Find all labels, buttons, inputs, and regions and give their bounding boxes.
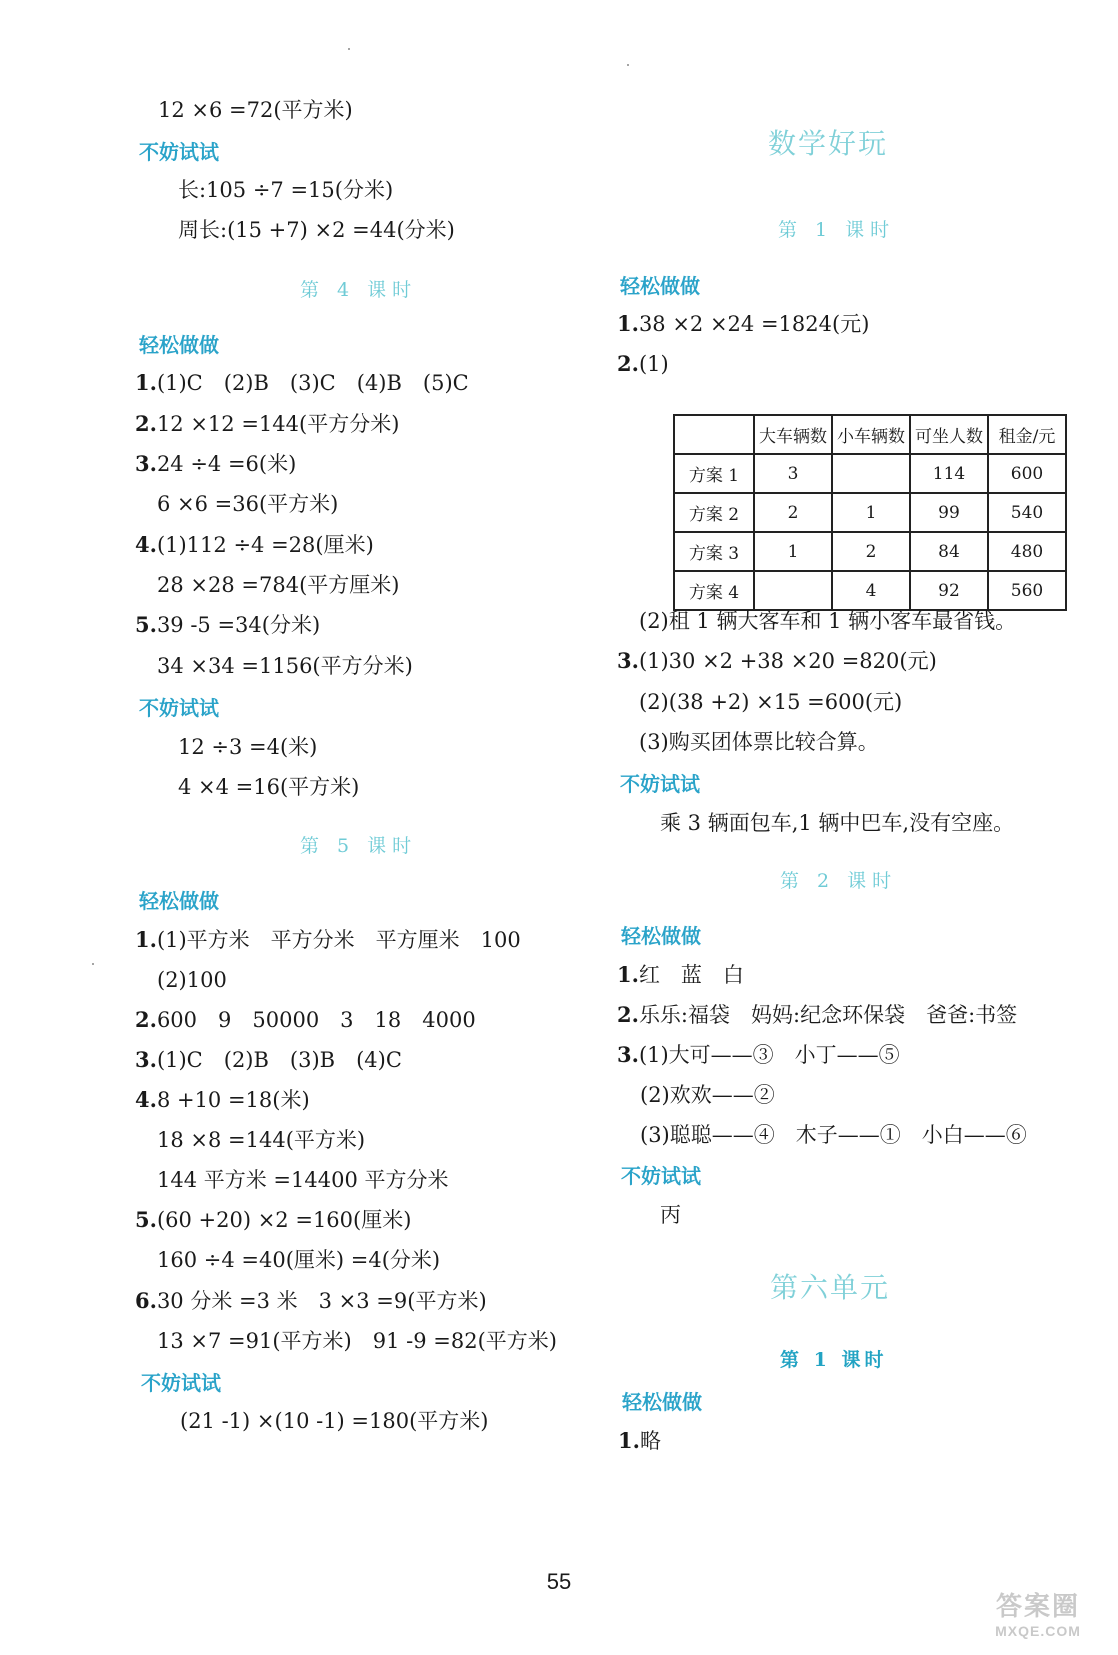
scan-speck (92, 963, 94, 965)
answer-text: (60 +20) ×2 =160(厘米) (156, 1208, 412, 1232)
answer-text: (1)C (2)B (3)B (4)C (156, 1048, 402, 1072)
section-heading-easy: 轻松做做 (139, 333, 219, 357)
watermark-url: MXQE.COM (995, 1623, 1081, 1639)
answer-text: (1)大可——③ 小丁——⑤ (638, 1043, 900, 1067)
answer-line (135, 611, 320, 639)
answer-line (617, 310, 869, 338)
section-heading-easy: 轻松做做 (621, 924, 701, 948)
table-header-row (674, 415, 1066, 454)
answer-line (617, 961, 744, 989)
page-number: 55 (546, 1569, 572, 1594)
answer-text: 乐乐:福袋 妈妈:纪念环保袋 爸爸:书签 (638, 1003, 1018, 1027)
answer-line: (2)100 (157, 968, 227, 992)
answer-line (135, 1206, 411, 1234)
answer-line (135, 926, 521, 954)
watermark-logo (968, 1590, 1108, 1646)
lesson-title: 第 4 课时 (300, 279, 418, 301)
answer-text: 600 9 50000 3 18 4000 (156, 1008, 476, 1032)
question-number: 2. (617, 1002, 639, 1027)
question-number: 2. (135, 411, 157, 436)
table-cell: 方案 4 (674, 571, 754, 610)
question-number: 1. (135, 370, 157, 395)
question-number: 5. (135, 612, 157, 637)
table-header-cell: 租金/元 (988, 415, 1066, 454)
answer-line: (3)聪聪——④ 木子——① 小白——⑥ (640, 1123, 1027, 1147)
table-cell: 99 (910, 493, 988, 532)
answer-line: 6 ×6 =36(平方米) (157, 492, 339, 516)
answer-line: 4 ×4 =16(平方米) (178, 775, 360, 799)
answer-line (135, 369, 469, 397)
answer-line: 18 ×8 =144(平方米) (157, 1128, 366, 1152)
answer-line (135, 450, 296, 478)
table-cell (754, 571, 832, 610)
answer-line: (3)购买团体票比较合算。 (639, 730, 879, 754)
question-number: 3. (135, 1047, 157, 1072)
answer-text: 30 分米 =3 米 3 ×3 =9(平方米) (156, 1289, 487, 1313)
answer-line: (21 -1) ×(10 -1) =180(平方米) (180, 1409, 489, 1433)
answer-line: 乘 3 辆面包车,1 辆中巴车,没有空座。 (660, 811, 1015, 835)
unit-title: 数学好玩 (768, 127, 889, 160)
section-heading-easy: 轻松做做 (139, 889, 219, 913)
lesson-title: 第 5 课时 (300, 835, 418, 857)
question-number: 2. (135, 1007, 157, 1032)
section-heading-try: 不妨试试 (139, 140, 219, 164)
answer-text: (1)30 ×2 +38 ×20 =820(元) (638, 649, 937, 673)
section-heading-try: 不妨试试 (621, 1164, 701, 1188)
table-header-cell: 大车辆数 (754, 415, 832, 454)
table-cell: 3 (754, 454, 832, 493)
table-header-cell (674, 415, 754, 454)
answer-line: 34 ×34 =1156(平方分米) (157, 654, 413, 678)
question-number: 1. (135, 927, 157, 952)
table-row (674, 454, 1066, 493)
question-number: 1. (617, 962, 639, 987)
answer-text: (1)112 ÷4 =28(厘米) (156, 533, 374, 557)
question-number: 1. (618, 1428, 640, 1453)
table-cell: 方案 2 (674, 493, 754, 532)
table-cell: 540 (988, 493, 1066, 532)
table-row (674, 493, 1066, 532)
table-header-cell: 小车辆数 (832, 415, 910, 454)
answer-line: 长:105 ÷7 =15(分米) (178, 178, 394, 202)
question-number: 1. (617, 311, 639, 336)
answer-line: 12 ×6 =72(平方米) (158, 98, 353, 122)
table-cell: 1 (832, 493, 910, 532)
section-heading-try: 不妨试试 (141, 1371, 221, 1395)
answer-line: 144 平方米 =14400 平方分米 (157, 1168, 449, 1192)
answer-text: 39 -5 =34(分米) (156, 613, 321, 637)
question-number: 4. (135, 1087, 157, 1112)
table-cell: 方案 3 (674, 532, 754, 571)
answer-text: 红 蓝 白 (638, 963, 744, 987)
table-cell: 480 (988, 532, 1066, 571)
table-row (674, 532, 1066, 571)
table-cell: 1 (754, 532, 832, 571)
question-number: 3. (617, 1042, 639, 1067)
answer-line (135, 1006, 476, 1034)
answer-line: 周长:(15 +7) ×2 =44(分米) (178, 218, 455, 242)
section-heading-try: 不妨试试 (620, 772, 700, 796)
answer-text: 12 ×12 =144(平方分米) (156, 412, 400, 436)
table-cell: 方案 1 (674, 454, 754, 493)
rental-plan-table (673, 414, 1067, 611)
question-number: 6. (135, 1288, 157, 1313)
section-heading-easy: 轻松做做 (620, 274, 700, 298)
table-row (674, 571, 1066, 610)
answer-line (135, 531, 374, 559)
table-cell: 92 (910, 571, 988, 610)
lesson-title: 第 1 课时 (778, 219, 896, 241)
table-cell (832, 454, 910, 493)
watermark-text: 答案圈 (995, 1591, 1080, 1621)
answer-line (617, 647, 937, 675)
answer-line (135, 410, 399, 438)
question-number: 4. (135, 532, 157, 557)
unit-title: 第六单元 (770, 1271, 891, 1304)
section-heading-try: 不妨试试 (139, 696, 219, 720)
answer-line: (2)欢欢——② (640, 1083, 775, 1107)
answer-line (135, 1287, 487, 1315)
table-cell: 600 (988, 454, 1066, 493)
table-cell: 560 (988, 571, 1066, 610)
answer-line: (2)租 1 辆大客车和 1 辆小客车最省钱。 (639, 609, 1017, 633)
answer-text: 8 +10 =18(米) (156, 1088, 310, 1112)
question-number: 3. (617, 648, 639, 673)
answer-line (617, 350, 669, 378)
answer-line (617, 1001, 1017, 1029)
answer-line (617, 1041, 900, 1069)
table-cell: 2 (754, 493, 832, 532)
answer-line: 13 ×7 =91(平方米) 91 -9 =82(平方米) (157, 1329, 557, 1353)
table-cell: 2 (832, 532, 910, 571)
question-number: 5. (135, 1207, 157, 1232)
table-cell: 4 (832, 571, 910, 610)
question-number: 2. (617, 351, 639, 376)
lesson-title: 第 2 课时 (780, 870, 898, 892)
answer-text: (1)C (2)B (3)C (4)B (5)C (156, 371, 469, 395)
lesson-title: 第 1 课时 (780, 1349, 888, 1371)
table-cell: 84 (910, 532, 988, 571)
answer-text: (1) (638, 352, 669, 376)
answer-text: (1)平方米 平方分米 平方厘米 100 (156, 928, 521, 952)
answer-line: 12 ÷3 =4(米) (178, 735, 318, 759)
answer-line: 160 ÷4 =40(厘米) =4(分米) (157, 1248, 441, 1272)
answer-text: 38 ×2 ×24 =1824(元) (638, 312, 870, 336)
scan-speck (348, 48, 350, 50)
answer-line: 丙 (660, 1203, 681, 1227)
scan-speck (627, 64, 629, 66)
answer-line: (2)(38 +2) ×15 =600(元) (639, 690, 903, 714)
question-number: 3. (135, 451, 157, 476)
answer-line: 28 ×28 =784(平方厘米) (157, 573, 400, 597)
table-cell: 114 (910, 454, 988, 493)
section-heading-easy: 轻松做做 (622, 1390, 702, 1414)
answer-line (135, 1046, 402, 1074)
answer-text: 24 ÷4 =6(米) (156, 452, 297, 476)
table-header-cell: 可坐人数 (910, 415, 988, 454)
answer-line (135, 1086, 310, 1114)
answer-line (618, 1427, 661, 1455)
answer-text: 略 (639, 1429, 661, 1453)
